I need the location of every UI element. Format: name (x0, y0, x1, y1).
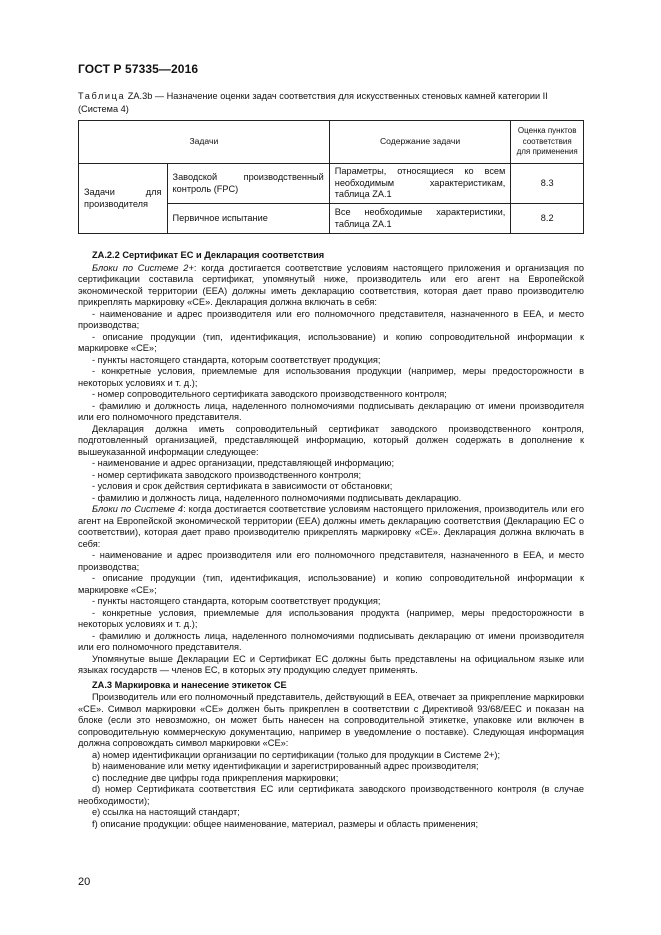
list-item: - фамилию и должность лица, наделенного полномочиями подписывать декларацию от имени производителя или его полномочного представителя. (78, 630, 584, 652)
clause-cell: 8.2 (511, 204, 584, 234)
table-caption (78, 90, 584, 115)
list-item: d) номер Сертификата соответствия ЕС или сертификата заводского производственного контроля (в случае необходимости); (78, 784, 584, 806)
list-item: f) описание продукции: общее наименование, материал, размеры и область применения; (92, 818, 479, 829)
list-item: - условия и срок действия сертификата в зависимости от обстановки; (92, 481, 393, 491)
list-item: - наименование и адрес производителя или его полномочного представителя, назначенного в ЕЕА, и место производства; (78, 550, 584, 572)
task-cell: Заводской производственный контроль (FPC) (167, 164, 329, 204)
page-number: 20 (78, 876, 91, 888)
header-clauses: Оценка пунктов соответствия для применения (511, 121, 584, 164)
section-heading-za22: ZA.2.2 Сертификат ЕС и Декларация соответствия (92, 250, 325, 260)
list-item: - фамилию и должность лица, наделенного полномочиями подписывать декларацию от имени производителя или его полномочного представителя. (78, 400, 584, 422)
list-item: e) ссылка на настоящий стандарт; (92, 807, 240, 817)
table-caption-label: Таблица (78, 91, 126, 101)
document-body (78, 249, 584, 830)
paragraph-declaration: Декларация должна иметь сопроводительный сертификат заводского производственного контроля, подготовленный организацией, представляющей информацию, который должен содержать в дополнение к вышеуказанной информации следующее: (78, 423, 584, 457)
list-item: - пункты настоящего стандарта, которым соответствует продукция; (92, 596, 381, 606)
group-label-cell: Задачи для производителя (79, 164, 168, 234)
paragraph-system-4: Блоки по Системе 4: когда достигается соответствие условиям настоящего приложения, производитель или его агент на Европейской экономической территории (ЕЕА) должны иметь декларацию соответствия (Декларацию ЕС о соответствии), которая дает право производителю прикреплять маркировку «CE». Декларация должна включать в себя: (78, 504, 584, 549)
paragraph-marking: Производитель или его полномочный представитель, действующий в ЕЕА, отвечает за прикрепление маркировки «CE». Символ маркировки «CE» должен быть прикреплен в соответствии с Директивой 93/68/ЕЕС и показан на блоке (если это невозможно, он может быть нанесен на сопроводительной этикетке, упаковке или включен в сопроводительную коммерческую документацию, например в уведомление о поставке). Следующая информация должна сопровождать символ маркировки «CE»: (78, 692, 584, 748)
paragraph-languages: Упомянутые выше Декларации ЕС и Сертификат ЕС должны быть представлены на официальном языке или языках государств — членов ЕС, в которых эту продукцию следует применять. (78, 653, 584, 675)
list-item: - пункты настоящего стандарта, которым соответствует продукция; (92, 354, 381, 365)
paragraph-system-2plus: Блоки по Системе 2+: когда достигается соответствие условиям настоящего приложения и организация по сертификации составила сертификат, упомянутый ниже, производитель или его агент на Европейской экономической территории (ЕЕА) должны иметь декларацию соответствия, которая дает право производителю прикреплять маркировку «CE». Декларация должна включать в себя: (78, 262, 584, 307)
list-item: - описание продукции (тип, идентификация, использование) и копию сопроводительной информации к маркировке «CE»; (78, 573, 584, 595)
system-4-label: Блоки по Системе 4 (92, 504, 184, 514)
list-item: - конкретные условия, приемлемые для использования продукта (например, меры предосторожности в некоторых условиях и т. д.); (78, 607, 584, 629)
content-cell: Параметры, относящиеся ко всем необходимым характеристикам, таблица ZA.1 (329, 164, 511, 204)
table-row (79, 164, 584, 204)
page-header: ГОСТ Р 57335—2016 (78, 62, 199, 76)
table-caption-text: ZA.3b — Назначение оценки задач соответствия для искусственных стеновых камней категории II (Система 4) (78, 91, 548, 114)
table-header-row (79, 121, 584, 164)
list-item: b) наименование или метку идентификации и зарегистрированный адрес производителя; (92, 761, 479, 771)
list-item: - фамилию и должность лица, наделенного полномочиями подписывать декларацию. (92, 492, 462, 503)
task-cell: Первичное испытание (167, 204, 329, 234)
list-item: а) номер идентификации организации по сертификации (только для продукции в Системе 2+); (92, 749, 501, 760)
list-item: - наименование и адрес организации, представляющей информацию; (92, 458, 395, 468)
list-item: - описание продукции (тип, идентификация, использование) и копию сопроводительной информации к маркировке «CE»; (78, 331, 584, 353)
list-item: - номер сопроводительного сертификата заводского производственного контроля; (92, 389, 447, 399)
list-item: c) последние две цифры года прикрепления маркировки; (92, 772, 339, 783)
section-heading-za3: ZA.3 Маркировка и нанесение этикеток CE (92, 679, 287, 690)
system-2plus-label: Блоки по Системе 2+ (92, 262, 194, 273)
list-item: - номер сертификата заводского производственного контроля; (92, 469, 362, 480)
clause-cell: 8.3 (511, 164, 584, 204)
content-cell: Все необходимые характеристики, таблица ZA.1 (329, 204, 511, 234)
conformity-tasks-table (78, 120, 584, 234)
list-item: - конкретные условия, приемлемые для использования продукции (например, меры предосторожности в некоторых условиях и т. д.); (78, 366, 584, 388)
list-item: - наименование и адрес производителя или его полномочного представителя, назначенного в ЕЕА, и место производства; (78, 308, 584, 330)
header-tasks: Задачи (79, 121, 330, 164)
header-task-content: Содержание задачи (329, 121, 511, 164)
